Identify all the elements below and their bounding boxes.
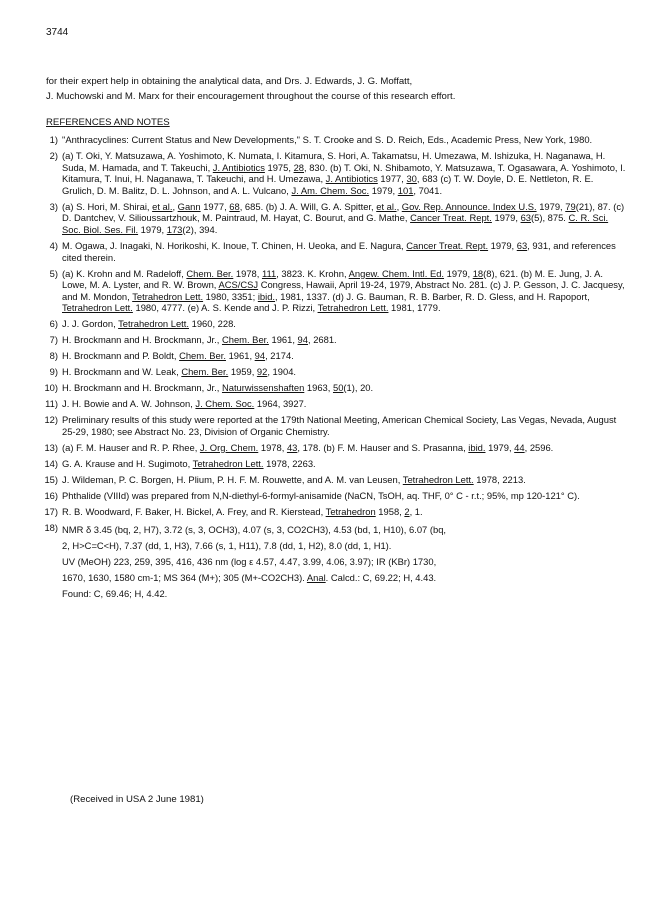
journal-name: J. Antibiotics (212, 161, 265, 173)
spectral-data-line: UV (MeOH) 223, 259, 395, 416, 436 nm (log ε 4.57, 4.47, 3.99, 4.06, 3.97); IR (KBr) 1730, (62, 555, 437, 567)
reference-11 (30, 398, 628, 410)
volume: 2 (404, 505, 410, 517)
volume: 28 (293, 161, 304, 173)
received-date: (Received in USA 2 June 1981) (70, 794, 204, 805)
journal-name: Tetrahedron (325, 505, 376, 517)
journal-name: Naturwissenshaften (221, 382, 305, 394)
reference-3 (30, 201, 628, 236)
journal-name: Gann (177, 200, 201, 212)
reference-number: 6) (49, 318, 58, 330)
reference-text: Phthalide (VIIId) was prepared from N,N-diethyl-6-formyl-anisamide (NaCN, TsOH, aq. THF, 0° C - r.t.; 95%, mp 120-121° C). (62, 489, 580, 501)
reference-number: 11) (45, 398, 58, 410)
volume: 44 (514, 441, 525, 453)
reference-number: 1) (49, 134, 58, 145)
reference-number: 9) (49, 366, 58, 378)
reference-17 (30, 506, 628, 518)
volume: 92 (256, 366, 268, 378)
reference-text: H. Brockmann and P. Boldt, Chem. Ber. 1961, 94, 2174. (62, 350, 294, 362)
intro-line: for their expert help in obtaining the analytical data, and Drs. J. Edwards, J. G. Moffatt, (46, 76, 413, 87)
reference-5 (30, 268, 628, 314)
reference-number: 2) (49, 149, 58, 161)
journal-name: Chem. Ber. (186, 267, 234, 279)
references-heading: REFERENCES AND NOTES (46, 117, 170, 128)
volume: 43 (286, 441, 298, 453)
journal-name: Chem. Ber. (181, 366, 229, 378)
volume: 68 (229, 200, 240, 212)
reference-text: J. Wildeman, P. C. Borgen, H. Plium, P. H. F. M. Rouwette, and A. M. van Leusen, Tetrahedron Lett. 1978, 2213. (62, 473, 526, 485)
reference-6 (30, 318, 628, 330)
reference-number: 7) (49, 334, 58, 346)
volume: 101 (397, 184, 414, 196)
reference-12 (30, 414, 628, 437)
reference-number: 15) (44, 473, 58, 485)
volume: 94 (297, 334, 308, 346)
reference-text: J. J. Gordon, Tetrahedron Lett. 1960, 228. (62, 318, 236, 330)
reference-number: 16) (44, 489, 58, 501)
references-list (30, 134, 628, 606)
reference-number: 18) (44, 521, 58, 533)
journal-name: Cancer Treat. Rept. (410, 212, 492, 224)
volume: 94 (254, 350, 266, 362)
reference-4 (30, 240, 628, 263)
journal-name: C. R. Sci. Soc. Biol. Ses. Fil. (62, 212, 609, 235)
reference-text: G. A. Krause and H. Sugimoto, Tetrahedron Lett. 1978, 2263. (62, 457, 316, 469)
reference-number: 14) (44, 457, 58, 469)
journal-name: Tetrahedron Lett. (132, 290, 204, 302)
journal-name: J. Chem. Soc. (195, 398, 255, 410)
reference-text: M. Ogawa, J. Inagaki, N. Horikoshi, K. Inoue, T. Chinen, H. Ueoka, and E. Nagura, Cancer Treat. Rept. 1979, 63, 931, and references cited therein. (62, 239, 616, 263)
reference-14 (30, 458, 628, 470)
volume: 173 (166, 223, 183, 235)
volume: 63 (520, 212, 531, 224)
spectral-data-line: 2, H>C=C<H), 7.37 (dd, 1, H3), 7.66 (s, 1, H11), 7.8 (dd, 1, H2), 8.0 (dd, 1, H1). (62, 539, 392, 551)
journal-name: J. Am. Chem. Soc. (291, 184, 370, 196)
reference-number: 10) (44, 382, 58, 394)
journal-name: Chem. Ber. (221, 334, 269, 346)
reference-number: 4) (49, 239, 58, 251)
reference-number: 8) (49, 350, 58, 362)
page-number: 3744 (46, 27, 69, 38)
reference-text: H. Brockmann and H. Brockmann, Jr., Chem. Ber. 1961, 94, 2681. (62, 334, 337, 346)
reference-9 (30, 366, 628, 378)
journal-name: Cancer Treat. Rept. (406, 239, 489, 251)
journal-name: Tetrahedron Lett. (118, 318, 189, 330)
volume: 63 (516, 239, 528, 251)
reference-text: R. B. Woodward, F. Baker, H. Bickel, A. Frey, and R. Kierstead, Tetrahedron 1958, 2, 1. (62, 505, 423, 517)
reference-number: 12) (44, 414, 58, 426)
reference-8 (30, 350, 628, 362)
journal-name: ACS/CSJ (218, 279, 259, 291)
reference-text: (a) F. M. Hauser and R. P. Rhee, J. Org. Chem. 1978, 43, 178. (b) F. M. Hauser and S. Prasanna, ibid. 1979, 44, 2596. (62, 441, 554, 453)
reference-15 (30, 474, 628, 486)
spectral-data-line: 1670, 1630, 1580 cm-1; MS 364 (M+); 305 (M+-CO2CH3). Anal. Calcd.: C, 69.22; H, 4.43. (62, 571, 437, 583)
reference-text: (a) K. Krohn and M. Radeloff, Chem. Ber. 1978, 111, 3823. K. Krohn, Angew. Chem. Intl. Ed. 1979, 18(8), 621. (b) M. E. Jung, J. A. Lowe, M. A. Lyster, and R. W. Brown, ACS/CSJ Congress, Hawaii, April 19-24, 1979, Abstract No. 281. (c) J. P. Gesson, J. C. Jacquesy, and M. Mondon, Tetrahedron Lett. 1980, 3351; ibid., 1981, 1337. (d) J. G. Bauman, R. B. Barber, R. D. Gless, and H. Rapoport, Tetrahedron Lett. 1980, 4777. (e) A. S. Kende and J. P. Rizzi, Tetrahedron Lett. 1981, 1779. (62, 267, 625, 314)
journal-name: Tetrahedron Lett. (192, 457, 264, 469)
reference-1 (30, 134, 628, 146)
journal-name: Chem. Ber. (179, 350, 226, 362)
volume: 111 (261, 267, 277, 279)
volume: 18 (472, 267, 484, 279)
journal-name: Tetrahedron Lett. (62, 302, 133, 314)
volume: 79 (565, 200, 576, 212)
reference-2 (30, 150, 628, 196)
acknowledgement-text (46, 74, 626, 104)
analysis-label: Anal (306, 571, 326, 583)
reference-number: 3) (49, 200, 58, 212)
reference-text: H. Brockmann and H. Brockmann, Jr., Naturwissenshaften 1963, 50(1), 20. (62, 382, 374, 394)
reference-text: H. Brockmann and W. Leak, Chem. Ber. 1959, 92, 1904. (62, 366, 297, 378)
reference-text: "Anthracyclines: Current Status and New Developments," S. T. Crooke and S. D. Reich, Eds., Academic Press, New York, 1980. (62, 134, 593, 145)
journal-name: Tetrahedron Lett. (317, 302, 389, 314)
reference-text (62, 522, 628, 602)
reference-text: J. H. Bowie and A. W. Johnson, J. Chem. Soc. 1964, 3927. (62, 398, 307, 410)
reference-7 (30, 334, 628, 346)
spectral-data-line: Found: C, 69.46; H, 4.42. (62, 587, 168, 599)
reference-16 (30, 490, 628, 502)
reference-text: (a) T. Oki, Y. Matsuzawa, A. Yoshimoto, K. Numata, I. Kitamura, S. Hori, A. Takamatsu, H. Umezawa, M. Ishizuka, H. Naganawa, H. Suda, M. Hamada, and T. Takeuchi, J. Antibiotics 1975, 28, 830. (b) T. Oki, N. Shibamoto, Y. Matsuzawa, T. Ogasawara, A. Yoshimoto, I. Kitamura, T. Inui, H. Naganawa, T. Takeuchi, and H. Umezawa, J. Antibiotics 1977, 30, 683 (c) T. W. Doyle, D. E. Nettleton, R. E. Grulich, D. M. Balitz, D. L. Johnson, and A. L. Vulcano, J. Am. Chem. Soc. 1979, 101, 7041. (62, 149, 626, 196)
reference-18 (30, 522, 628, 602)
volume: 50 (332, 382, 344, 394)
reference-number: 5) (49, 267, 58, 279)
journal-name: J. Org. Chem. (199, 441, 259, 453)
journal-name: J. Antibiotics (325, 173, 378, 185)
journal-name: Gov. Rep. Announce. Index U.S. (401, 200, 537, 212)
reference-number: 13) (44, 441, 58, 453)
journal-name: Tetrahedron Lett. (402, 473, 474, 485)
reference-text: Preliminary results of this study were reported at the 179th National Meeting, American Chemical Society, Las Vegas, Nevada, August 25-29, 1980; see Abstract No. 23, Division of Organic Chemistry. (62, 414, 617, 437)
reference-10 (30, 382, 628, 394)
journal-name: Angew. Chem. Intl. Ed. (348, 267, 445, 279)
spectral-data-line: NMR δ 3.45 (bq, 2, H7), 3.72 (s, 3, OCH3), 4.07 (s, 3, CO2CH3), 4.53 (bd, 1, H10), 6.07 (bq, (62, 523, 447, 535)
reference-number: 17) (44, 505, 58, 517)
volume: 30 (406, 173, 417, 185)
reference-13 (30, 442, 628, 454)
reference-text: (a) S. Hori, M. Shirai, et al., Gann 1977, 68, 685. (b) J. A. Will, G. A. Spitter, et al., Gov. Rep. Announce. Index U.S. 1979, 79(21), 87. (c) D. Dantchev, V. Silioussartzhouk, M. Paintraud, M. Hayat, C. Bourut, and G. Mathe, Cancer Treat. Rept. 1979, 63(5), 875. C. R. Sci. Soc. Biol. Ses. Fil. 1979, 173(2), 394. (62, 200, 625, 235)
intro-line: J. Muchowski and M. Marx for their encouragement throughout the course of this research effort. (46, 91, 456, 102)
